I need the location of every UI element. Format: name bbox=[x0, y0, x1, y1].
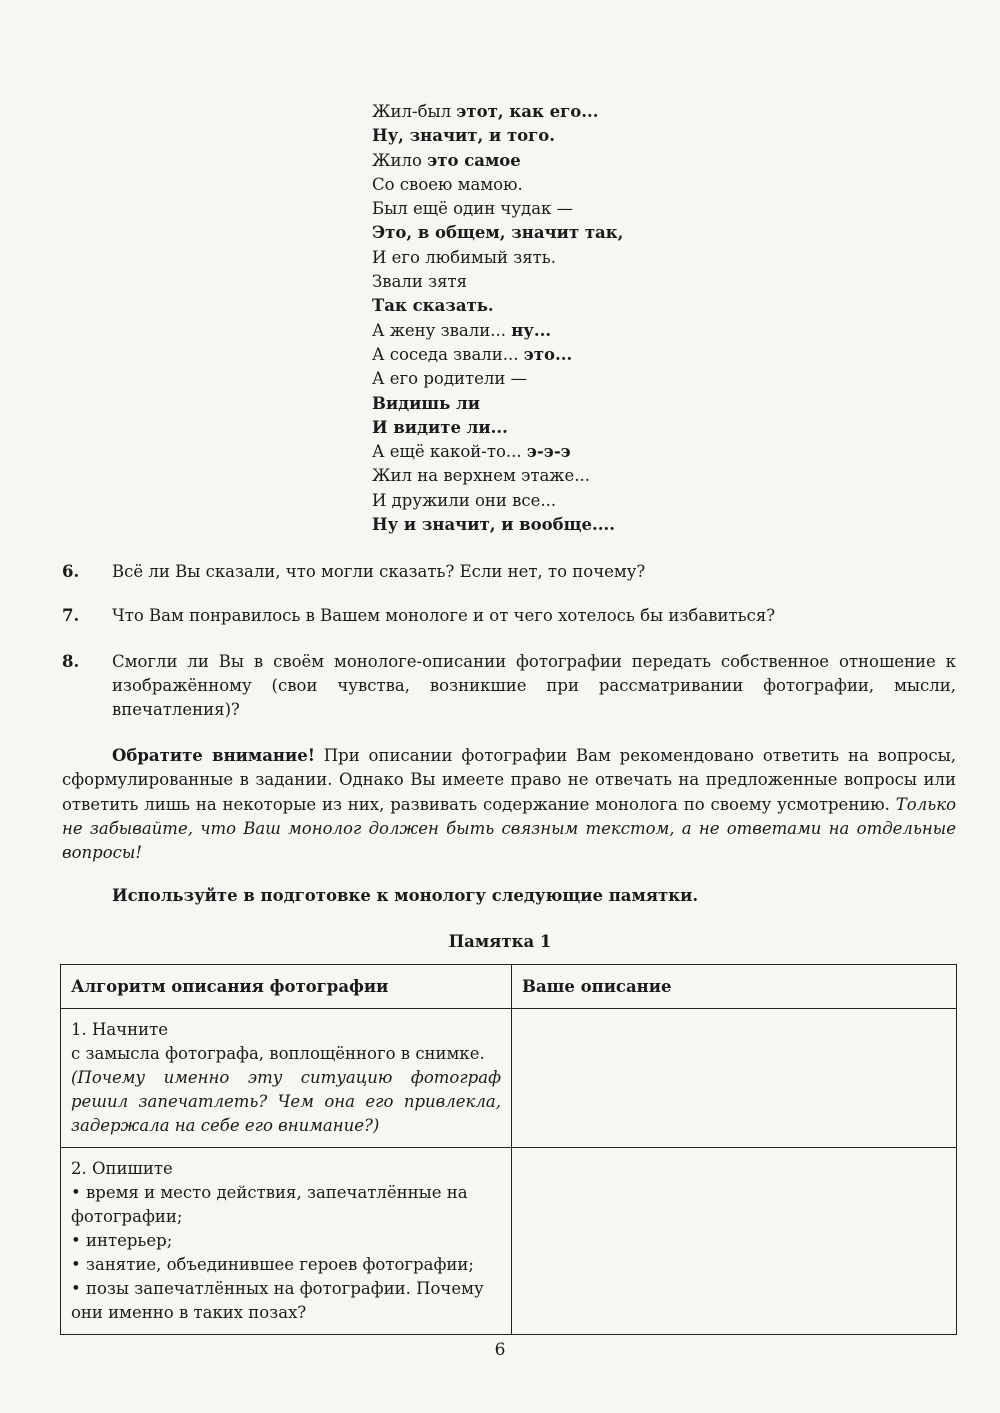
poem-line: Был ещё один чудак — bbox=[372, 199, 574, 219]
cell-line: 1. Начните bbox=[71, 1020, 169, 1039]
description-cell[interactable] bbox=[512, 1148, 957, 1335]
poem-line: Жил-был этот, как его... bbox=[372, 102, 599, 121]
poem-line: А ещё какой-то... э-э-э bbox=[372, 442, 571, 462]
question-text: Что Вам понравилось в Вашем монологе и от чего хотелось бы избавиться? bbox=[112, 606, 776, 625]
poem-line: И видите ли... bbox=[372, 417, 508, 437]
cell-line: 2. Опишите bbox=[71, 1159, 173, 1178]
attention-body: При описании фотографии Вам рекомендовано ответить на вопросы, сформулированные в задании. Однако Вы имеете право не отвечать на предложенные вопросы или ответить лишь на некоторые из них, развивать содержание монолога по своему усмотрению. bbox=[62, 746, 956, 814]
question-number: 6. bbox=[62, 562, 80, 581]
poem-line: А его родители — bbox=[372, 369, 528, 389]
table-header-row bbox=[61, 965, 957, 1009]
cell-line: с замысла фотографа, воплощённого в снимке. bbox=[71, 1044, 485, 1063]
column-header-algorithm: Алгоритм описания фотографии bbox=[61, 965, 512, 1009]
poem-line: И его любимый зять. bbox=[372, 247, 556, 267]
poem-line: А соседа звали... это... bbox=[372, 344, 573, 364]
poem-line: Ну, значит, и того. bbox=[372, 126, 556, 146]
poem bbox=[372, 100, 623, 537]
algorithm-cell bbox=[61, 1148, 512, 1335]
poem-line: А жену звали... ну... bbox=[372, 320, 552, 340]
poem-line: Звали зятя bbox=[372, 272, 468, 292]
question-6 bbox=[62, 560, 956, 584]
table-row bbox=[61, 1009, 957, 1148]
poem-line: И дружили они все... bbox=[372, 490, 557, 510]
attention-paragraph bbox=[62, 744, 956, 865]
poem-line: Так сказать. bbox=[372, 296, 494, 316]
poem-line: Это, в общем, значит так, bbox=[372, 223, 624, 243]
cell-italic-text: (Почему именно эту ситуацию фотограф решил запечатлеть? Чем она его привлекла, задержала на себе его внимание?) bbox=[71, 1068, 501, 1135]
question-text: Смогли ли Вы в своём монологе-описании фотографии передать собственное отношение к изображённому (свои чувства, возникшие при рассматривании фотографии, мысли, впечатления)? bbox=[112, 652, 956, 719]
attention-lead: Обратите внимание! bbox=[112, 746, 315, 765]
question-7 bbox=[62, 604, 956, 628]
algorithm-cell bbox=[61, 1009, 512, 1148]
description-cell[interactable] bbox=[512, 1009, 957, 1148]
table-row bbox=[61, 1148, 957, 1335]
question-text: Всё ли Вы сказали, что могли сказать? Если нет, то почему? bbox=[112, 562, 646, 581]
question-8 bbox=[62, 650, 956, 722]
bullet-item: • занятие, объединившее героев фотографии; bbox=[71, 1255, 474, 1274]
page-number: 6 bbox=[494, 1340, 506, 1360]
poem-line: Видишь ли bbox=[372, 393, 480, 413]
memo-title: Памятка 1 bbox=[448, 932, 552, 951]
use-note: Используйте в подготовке к монологу следующие памятки. bbox=[112, 886, 699, 905]
poem-line: Ну и значит, и вообще.... bbox=[372, 515, 615, 535]
poem-line: Жило это самое bbox=[372, 150, 521, 170]
column-header-description: Ваше описание bbox=[512, 965, 957, 1009]
question-number: 7. bbox=[62, 606, 80, 625]
bullet-item: • интерьер; bbox=[71, 1231, 173, 1250]
bullet-item: • время и место действия, запечатлённые на фотографии; bbox=[71, 1183, 468, 1226]
question-number: 8. bbox=[62, 652, 80, 671]
poem-line: Жил на верхнем этаже... bbox=[372, 466, 590, 486]
memo-table bbox=[60, 964, 957, 1335]
poem-line: Со своею мамою. bbox=[372, 174, 523, 194]
attention-italic: Только не забывайте, что Ваш монолог должен быть связным текстом, а не ответами на отдельные вопросы! bbox=[62, 794, 956, 863]
bullet-item: • позы запечатлённых на фотографии. Почему они именно в таких позах? bbox=[71, 1279, 484, 1322]
